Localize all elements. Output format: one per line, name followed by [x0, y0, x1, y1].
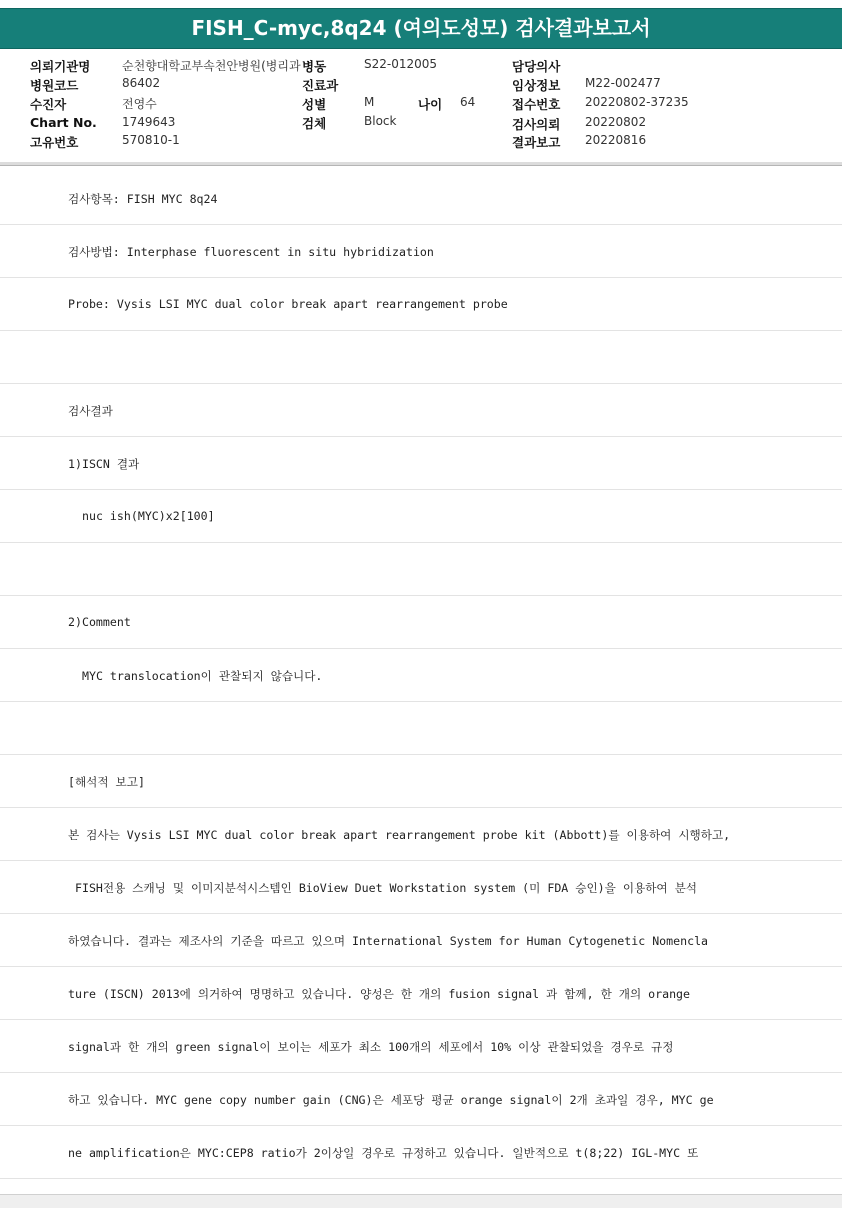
report-line-text: nuc ish(MYC)x2[100] [82, 509, 215, 523]
ward-label: 병동 [302, 59, 327, 74]
hospital-code-label: 병원코드 [30, 78, 79, 93]
hospital-code-value: 86402 [122, 76, 161, 90]
clinical-info-value: M22-002477 [585, 76, 661, 90]
sex-label: 성별 [302, 97, 327, 112]
report-line [0, 702, 842, 755]
department-label: 진료과 [302, 78, 339, 93]
report-line-text: 1)ISCN 결과 [68, 457, 140, 471]
report-line [0, 967, 842, 1020]
ward-value: S22-012005 [364, 57, 438, 71]
patient-value: 전영수 [122, 97, 157, 111]
report-line-text: 하고 있습니다. MYC gene copy number gain (CNG)은 세포당 평균 orange signal이 2개 초과일 경우, MYC ge [68, 1093, 714, 1107]
report-line-text: 하였습니다. 결과는 제조사의 기준을 따르고 있으며 International System for Human Cytogenetic Nomencla [68, 934, 709, 948]
report-date-label: 결과보고 [512, 135, 561, 150]
report-body [0, 172, 842, 1179]
report-line [0, 543, 842, 596]
report-line [0, 755, 842, 808]
age-label: 나이 [418, 97, 443, 112]
hospital-value: 순천향대학교부속천안병원(병리과 [122, 59, 301, 73]
report-line [0, 1073, 842, 1126]
header-divider-line [0, 165, 842, 166]
doctor-label: 담당의사 [512, 59, 561, 74]
request-date-label: 검사의뢰 [512, 117, 561, 132]
report-line [0, 596, 842, 649]
report-line-text: 검사결과 [68, 404, 113, 418]
report-line [0, 225, 842, 278]
report-line-text: 검사방법: Interphase fluorescent in situ hybridization [68, 245, 434, 259]
clinical-info-label: 임상정보 [512, 78, 561, 93]
bottom-scroll-edge [0, 1194, 842, 1208]
report-line-text: 검사항목: FISH MYC 8q24 [68, 192, 218, 206]
report-line [0, 861, 842, 914]
report-line-text: 본 검사는 Vysis LSI MYC dual color break apart rearrangement probe kit (Abbott)를 이용하여 시행하고, [68, 828, 731, 842]
report-line-text: signal과 한 개의 green signal이 보이는 세포가 최소 100개의 세포에서 10% 이상 관찰되었을 경우로 규정 [68, 1040, 674, 1054]
receipt-number-value: 20220802-37235 [585, 95, 689, 109]
receipt-number-label: 접수번호 [512, 97, 561, 112]
chart-number-value: 1749643 [122, 115, 176, 129]
report-line-text: [해석적 보고] [68, 775, 145, 789]
unique-number-value: 570810-1 [122, 133, 180, 147]
report-line [0, 172, 842, 225]
report-line [0, 649, 842, 702]
specimen-label: 검체 [302, 116, 327, 131]
report-line [0, 1020, 842, 1073]
report-line [0, 278, 842, 331]
specimen-value: Block [364, 114, 397, 128]
chart-number-label: Chart No. [30, 115, 97, 130]
report-line [0, 437, 842, 490]
report-line [0, 914, 842, 967]
report-line [0, 490, 842, 543]
request-date-value: 20220802 [585, 115, 647, 129]
patient-label: 수진자 [30, 97, 67, 112]
report-date-value: 20220816 [585, 133, 647, 147]
report-line [0, 331, 842, 384]
report-title: FISH_C-myc,8q24 (여의도성모) 검사결과보고서 [0, 8, 842, 49]
report-line [0, 808, 842, 861]
unique-number-label: 고유번호 [30, 135, 79, 150]
age-value: 64 [460, 95, 476, 109]
report-line-text: 2)Comment [68, 615, 131, 629]
report-line-text: ture (ISCN) 2013에 의거하여 명명하고 있습니다. 양성은 한 개의 fusion signal 과 함께, 한 개의 orange [68, 987, 691, 1001]
report-line-text: Probe: Vysis LSI MYC dual color break apart rearrangement probe [68, 297, 508, 311]
hospital-label: 의뢰기관명 [30, 59, 91, 74]
report-line-text: MYC translocation이 관찰되지 않습니다. [82, 669, 323, 683]
report-line-text: ne amplification은 MYC:CEP8 ratio가 2이상일 경우로 규정하고 있습니다. 일반적으로 t(8;22) IGL-MYC 또 [68, 1146, 699, 1160]
report-line-text: FISH전용 스캐닝 및 이미지분석시스템인 BioView Duet Workstation system (미 FDA 승인)을 이용하여 분석 [68, 881, 697, 895]
report-line [0, 384, 842, 437]
report-line [0, 1126, 842, 1179]
sex-value: M [364, 95, 375, 109]
